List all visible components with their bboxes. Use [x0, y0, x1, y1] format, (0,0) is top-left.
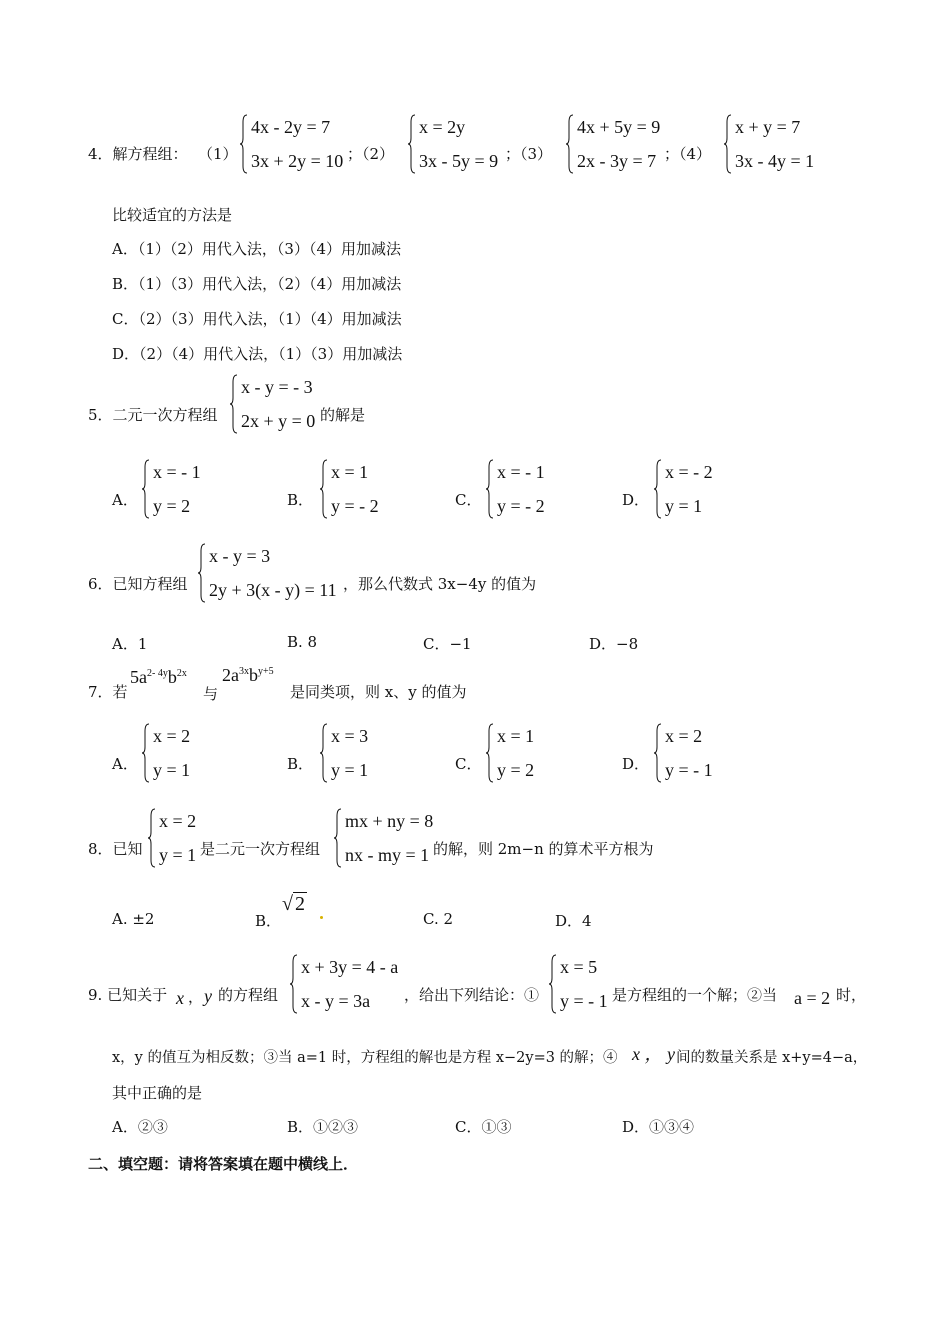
equation: x + y = 7	[735, 117, 801, 137]
equation: x = 2	[153, 726, 191, 746]
q5-stem-prefix: 5．二元一次方程组	[88, 406, 218, 424]
equation: x = 5	[560, 957, 598, 977]
q4-stem-prefix: 4．解方程组：	[88, 145, 188, 163]
equation: x - y = - 3	[241, 377, 313, 397]
q9-option-b[interactable]: B．①②③	[287, 1118, 359, 1136]
q9-option-a[interactable]: A．②③	[112, 1118, 168, 1136]
equation: 2x + y = 0	[241, 411, 316, 431]
q8-mid-text: 是二元一次方程组	[200, 840, 321, 858]
q7-connector: 与	[203, 685, 219, 703]
q7-stem-suffix: 是同类项，则 x、y 的值为	[290, 683, 467, 701]
q4-option-d[interactable]: D．（2）（4）用代入法，（1）（3）用加减法	[112, 345, 403, 363]
q5-stem-suffix: 的解是	[320, 406, 366, 424]
brace-icon	[408, 114, 416, 174]
q7-option-c-system[interactable]	[486, 723, 534, 783]
q6-stem-prefix: 6．已知方程组	[88, 575, 188, 593]
q5-option-b-label[interactable]: B．	[287, 491, 314, 509]
brace-icon	[290, 954, 298, 1014]
equation: x = - 2	[665, 462, 713, 482]
equation: x = - 1	[497, 462, 545, 482]
q9-option-d[interactable]: D．①③④	[622, 1118, 695, 1136]
q5-option-b-system[interactable]	[320, 459, 379, 519]
equation: x + 3y = 4 - a	[301, 957, 399, 977]
q9-line-3: 其中正确的是	[112, 1084, 203, 1102]
equation: x = 1	[331, 462, 369, 482]
q5-option-d-system[interactable]	[654, 459, 713, 519]
equation: y = 2	[497, 760, 535, 780]
q8-option-b-sqrt[interactable]	[282, 893, 307, 916]
brace-icon	[320, 723, 328, 783]
q9-var-x: x	[176, 988, 184, 1008]
q5-option-a-label[interactable]: A．	[112, 491, 138, 509]
q4-label-4: ；（4）	[664, 145, 712, 163]
q7-option-c-label[interactable]: C．	[455, 755, 482, 773]
equation: x = - 1	[153, 462, 201, 482]
q9-condition: a = 2	[794, 988, 831, 1008]
q9-line-2-prefix: x，y 的值互为相反数；③当 a=1 时，方程组的解也是方程 x−2y=3 的解；④	[112, 1050, 618, 1066]
brace-icon	[486, 723, 494, 783]
equation: y = - 2	[331, 496, 379, 516]
equation: 2y + 3(x - y) = 11	[209, 580, 337, 600]
equation: 3x + 2y = 10	[251, 151, 344, 171]
q8-option-d[interactable]: D．4	[555, 912, 592, 930]
equation: x = 1	[497, 726, 535, 746]
brace-icon	[142, 459, 150, 519]
q4-option-c[interactable]: C．（2）（3）用代入法，（1）（4）用加减法	[112, 310, 402, 328]
equation: y = - 1	[665, 760, 713, 780]
equation: y = - 2	[497, 496, 545, 516]
q9-solution	[549, 954, 608, 1014]
q8-option-c[interactable]: C. 2	[423, 910, 454, 928]
decorative-dot	[320, 916, 323, 919]
brace-icon	[198, 543, 206, 603]
equation: x - y = 3a	[301, 991, 371, 1011]
brace-icon	[724, 114, 732, 174]
q7-option-b-system[interactable]	[320, 723, 368, 783]
q5-option-c-label[interactable]: C．	[455, 491, 482, 509]
q4-system-4	[724, 114, 814, 174]
equation: y = 2	[153, 496, 191, 516]
q6-stem-suffix: ，那么代数式 3x−4y 的值为	[343, 575, 537, 593]
q6-system	[198, 543, 337, 603]
q7-option-d-system[interactable]	[654, 723, 713, 783]
q8-stem-prefix: 8．已知	[88, 840, 143, 858]
q4-system-3	[566, 114, 660, 174]
equation: nx - my = 1	[345, 845, 430, 865]
equation: y = 1	[159, 845, 197, 865]
brace-icon	[320, 459, 328, 519]
q8-stem-suffix: 的解，则 2m−n 的算术平方根为	[433, 840, 654, 858]
equation: 3x - 5y = 9	[419, 151, 499, 171]
q9-line-2-suffix: 间的数量关系是 x+y=4−a，	[676, 1050, 868, 1066]
equation: 4x - 2y = 7	[251, 117, 331, 137]
brace-icon	[549, 954, 557, 1014]
q7-option-b-label[interactable]: B．	[287, 755, 314, 773]
q4-system-1	[240, 114, 343, 174]
q4-label-2: ；（2）	[347, 145, 395, 163]
brace-icon	[142, 723, 150, 783]
q9-option-c[interactable]: C．①③	[455, 1118, 512, 1136]
q6-option-c[interactable]: C．−1	[423, 635, 472, 653]
q9-mid-1: 的方程组	[218, 986, 279, 1004]
equation: y = 1	[665, 496, 703, 516]
q6-option-b[interactable]: B. 8	[287, 633, 318, 651]
q7-option-a-label[interactable]: A．	[112, 755, 138, 773]
q9-var-y: y	[204, 986, 212, 1006]
q8-system	[334, 808, 433, 868]
sqrt-icon: √	[282, 893, 293, 915]
q9-mid-4: 时，	[836, 986, 867, 1004]
q9-stem-prefix: 9. 已知关于	[88, 986, 168, 1004]
equation: x = 3	[331, 726, 369, 746]
brace-icon	[566, 114, 574, 174]
brace-icon	[148, 808, 156, 868]
brace-icon	[240, 114, 248, 174]
q7-option-a-system[interactable]	[142, 723, 190, 783]
equation: x = 2y	[419, 117, 466, 137]
q7-term-1: $5a^{2- 4y}b^{2x}$	[130, 667, 187, 687]
equation: 4x + 5y = 9	[577, 117, 661, 137]
equation: y = 1	[153, 760, 191, 780]
q4-label-1: （1）	[198, 145, 238, 163]
q4-label-3: ；（3）	[505, 145, 553, 163]
brace-icon	[654, 459, 662, 519]
q8-option-a[interactable]: A. ±2	[112, 910, 155, 928]
equation: x = 2	[665, 726, 703, 746]
q7-term-2: $2a^{3x}b^{y+5}$	[222, 665, 274, 685]
equation: 2x - 3y = 7	[577, 151, 657, 171]
q5-option-d-label[interactable]: D．	[622, 491, 650, 509]
q4-option-a[interactable]: A．（1）（2）用代入法，（3）（4）用加减法	[112, 240, 402, 258]
q7-option-d-label[interactable]: D．	[622, 755, 650, 773]
equation: 3x - 4y = 1	[735, 151, 815, 171]
q8-given-solution	[148, 808, 196, 868]
equation: y = - 1	[560, 991, 608, 1011]
q8-option-b[interactable]: B．	[255, 912, 282, 930]
equation: mx + ny = 8	[345, 811, 434, 831]
q7-stem-prefix: 7．若	[88, 683, 128, 701]
q9-system	[290, 954, 398, 1014]
brace-icon	[654, 723, 662, 783]
equation: y = 1	[331, 760, 369, 780]
q6-option-a[interactable]: A．1	[112, 635, 148, 653]
brace-icon	[486, 459, 494, 519]
equation: x = 2	[159, 811, 197, 831]
q4-system-2	[408, 114, 498, 174]
q5-option-c-system[interactable]	[486, 459, 545, 519]
q4-stem-suffix: 比较适宜的方法是	[112, 206, 233, 224]
brace-icon	[230, 374, 238, 434]
equation: x - y = 3	[209, 546, 271, 566]
q5-option-a-system[interactable]	[142, 459, 201, 519]
q9-comma: ，	[188, 988, 204, 1006]
q6-option-d[interactable]: D．−8	[589, 635, 639, 653]
section-2-heading: 二、填空题：请将答案填在题中横线上．	[88, 1155, 359, 1173]
q9-mid-2: ，给出下列结论：①	[404, 986, 540, 1004]
q9-line-2-vars: x ， y	[632, 1044, 675, 1064]
q9-mid-3: 是方程组的一个解；②当	[612, 986, 778, 1004]
brace-icon	[334, 808, 342, 868]
q4-option-b[interactable]: B．（1）（3）用代入法，（2）（4）用加减法	[112, 275, 402, 293]
sqrt-radicand: 2	[294, 893, 305, 915]
q5-system	[230, 374, 315, 434]
